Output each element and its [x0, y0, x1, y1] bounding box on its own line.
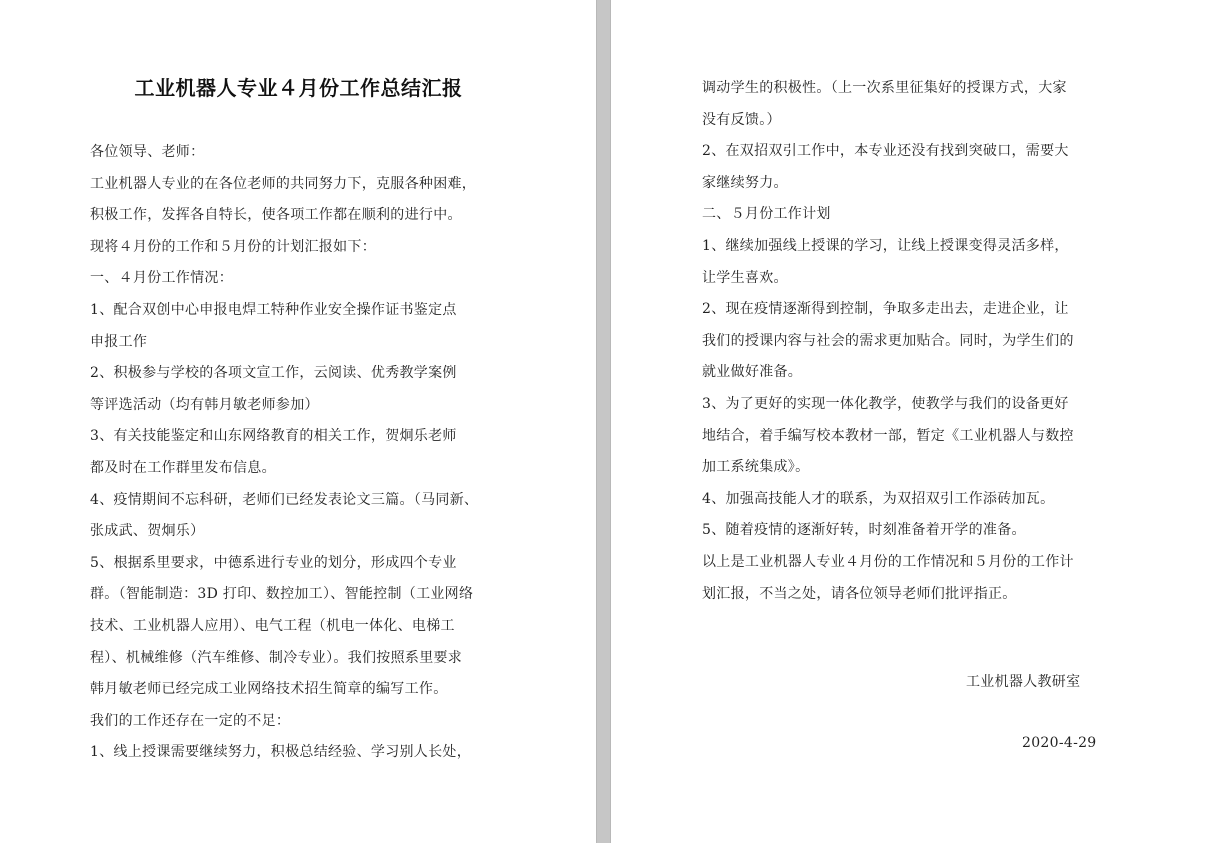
text-line: 程）、机械维修（汽车维修、制冷专业）。我们按照系里要求 — [90, 649, 463, 666]
text-line: 都及时在工作群里发布信息。 — [90, 459, 276, 476]
right-page-body — [702, 73, 1142, 610]
text-line: 各位领导、老师： — [90, 144, 205, 160]
signature-department: 工业机器人教研室 — [966, 674, 1081, 690]
text-line: 就业做好准备。 — [702, 364, 803, 381]
text-line: 让学生喜欢。 — [702, 269, 788, 286]
text-line: 1、配合双创中心申报电焊工特种作业安全操作证书鉴定点 — [90, 301, 457, 318]
text-line: 调动学生的积极性。（上一次系里征集好的授课方式，大家 — [702, 80, 1067, 96]
text-line: 二、５月份工作计划 — [702, 206, 831, 223]
text-line: 我们的授课内容与社会的需求更加贴合。同时，为学生们的 — [702, 332, 1074, 349]
document-page-left[interactable] — [0, 0, 597, 843]
text-line: 2、在双招双引工作中，本专业还没有找到突破口，需要大 — [702, 143, 1069, 160]
text-line: 以上是工业机器人专业４月份的工作情况和５月份的工作计 — [702, 553, 1074, 570]
text-line: 一、４月份工作情况： — [90, 270, 233, 287]
text-line: 划汇报，不当之处，请各位领导老师们批评指正。 — [702, 585, 1017, 602]
text-line: 张成武、贺炯乐） — [90, 523, 205, 540]
text-line: 加工系统集成》。 — [702, 459, 810, 476]
document-page-right[interactable] — [610, 0, 1206, 843]
left-page-body — [90, 137, 530, 769]
text-line: 5、根据系里要求，中德系进行专业的划分，形成四个专业 — [90, 554, 457, 571]
signature-date: 2020-4-29 — [1022, 735, 1097, 751]
text-line: 家继续努力。 — [702, 174, 788, 191]
text-line: 1、继续加强线上授课的学习，让线上授课变得灵活多样， — [702, 237, 1069, 254]
text-line: 2、现在疫情逐渐得到控制，争取多走出去，走进企业，让 — [702, 301, 1069, 318]
text-line: 技术、工业机器人应用）、电气工程（机电一体化、电梯工 — [90, 617, 455, 634]
text-line: 群。（智能制造：3D 打印、数控加工）、智能控制（工业网络 — [90, 586, 474, 603]
text-line: 3、有关技能鉴定和山东网络教育的相关工作，贺炯乐老师 — [90, 428, 457, 445]
text-line: 地结合，着手编写校本教材一部，暂定《工业机器人与数控 — [702, 427, 1074, 444]
text-line: 等评选活动（均有韩月敏老师参加） — [90, 396, 319, 413]
text-line: 韩月敏老师已经完成工业网络技术招生简章的编写工作。 — [90, 681, 448, 698]
text-line: 4、加强高技能人才的联系，为双招双引工作添砖加瓦。 — [702, 490, 1055, 507]
text-line: 5、随着疫情的逐渐好转，时刻准备着开学的准备。 — [702, 522, 1026, 539]
text-line: 4、疫情期间不忘科研，老师们已经发表论文三篇。（马同新、 — [90, 491, 479, 508]
document-title: 工业机器人专业４月份工作总结汇报 — [134, 76, 463, 100]
text-line: 现将４月份的工作和５月份的计划汇报如下： — [90, 238, 376, 255]
text-line: 1、线上授课需要继续努力，积极总结经验、学习别人长处， — [90, 744, 472, 761]
text-line: 我们的工作还存在一定的不足： — [90, 712, 291, 729]
text-line: 2、积极参与学校的各项文宣工作，云阅读、优秀教学案例 — [90, 365, 457, 382]
text-line: 积极工作，发挥各自特长，使各项工作都在顺利的进行中。 — [90, 207, 462, 224]
text-line: 3、为了更好的实现一体化教学，使教学与我们的设备更好 — [702, 395, 1069, 412]
text-line: 工业机器人专业的在各位老师的共同努力下，克服各种困难， — [90, 175, 477, 192]
text-line: 申报工作 — [90, 333, 148, 350]
text-line: 没有反馈。） — [702, 111, 781, 128]
